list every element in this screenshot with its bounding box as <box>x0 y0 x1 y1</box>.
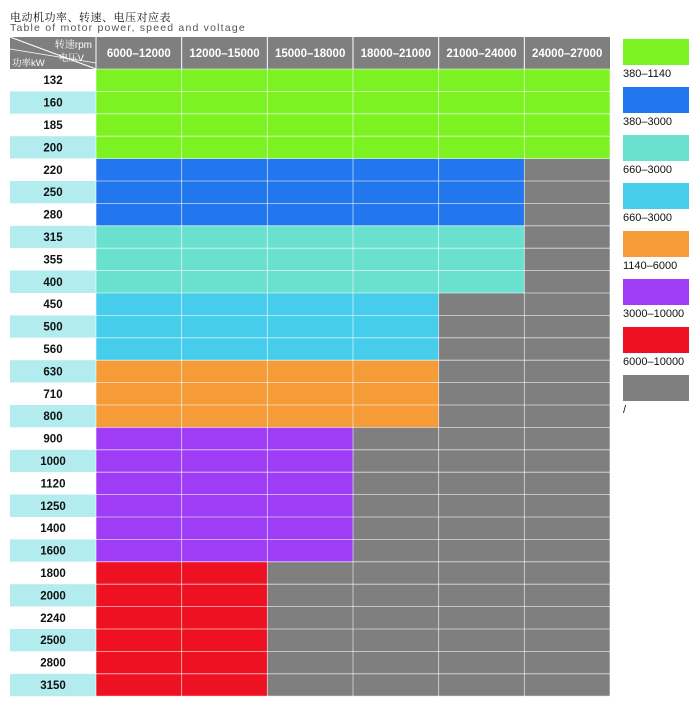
row-label-280: 280 <box>43 209 63 222</box>
cell-400-6 <box>524 271 610 293</box>
cell-1600-3 <box>267 539 353 561</box>
cell-355-3 <box>267 248 353 270</box>
cell-132-6 <box>524 69 610 91</box>
cell-900-6 <box>524 427 610 449</box>
cell-3150-3 <box>267 674 353 696</box>
cell-400-1 <box>96 271 182 293</box>
legend-swatch-1 <box>623 39 689 65</box>
cell-1400-3 <box>267 517 353 539</box>
cell-1120-1 <box>96 472 182 494</box>
cell-450-1 <box>96 293 182 315</box>
cell-220-3 <box>267 159 353 181</box>
cell-900-2 <box>182 427 268 449</box>
cell-160-3 <box>267 91 353 113</box>
cell-2240-1 <box>96 607 182 629</box>
legend-swatch-6 <box>623 279 689 305</box>
cell-355-1 <box>96 248 182 270</box>
cell-500-3 <box>267 315 353 337</box>
cell-2500-5 <box>439 629 525 651</box>
cell-1250-6 <box>524 495 610 517</box>
cell-450-6 <box>524 293 610 315</box>
column-header-2: 12000–15000 <box>189 48 260 60</box>
cell-1600-4 <box>353 539 439 561</box>
cell-630-6 <box>524 360 610 382</box>
cell-132-2 <box>182 69 268 91</box>
cell-900-1 <box>96 427 182 449</box>
column-header-3: 15000–18000 <box>274 48 346 60</box>
cell-560-4 <box>353 338 439 360</box>
cell-250-3 <box>267 181 353 203</box>
cell-280-6 <box>524 203 610 225</box>
cell-800-6 <box>524 405 610 427</box>
cell-2240-2 <box>182 607 268 629</box>
cell-220-4 <box>353 159 439 181</box>
cell-450-2 <box>182 293 268 315</box>
cell-355-2 <box>182 248 268 270</box>
cell-1250-2 <box>182 495 268 517</box>
cell-280-4 <box>353 203 439 225</box>
cell-315-5 <box>439 226 525 248</box>
cell-1800-3 <box>267 562 353 584</box>
cell-1400-6 <box>524 517 610 539</box>
cell-500-6 <box>524 315 610 337</box>
cell-3150-2 <box>182 674 268 696</box>
cell-2240-3 <box>267 607 353 629</box>
cell-1000-3 <box>267 450 353 472</box>
cell-1600-5 <box>439 539 525 561</box>
cell-3150-5 <box>439 674 525 696</box>
cell-2000-5 <box>439 584 525 606</box>
row-label-355: 355 <box>43 254 63 267</box>
cell-1120-2 <box>182 472 268 494</box>
legend-label-7: 6000–10000 <box>623 356 685 368</box>
cell-2800-2 <box>182 651 268 673</box>
cell-2500-2 <box>182 629 268 651</box>
cell-1800-2 <box>182 562 268 584</box>
cell-185-6 <box>524 114 610 136</box>
cell-315-1 <box>96 226 182 248</box>
row-label-400: 400 <box>43 276 63 289</box>
cell-250-2 <box>182 181 268 203</box>
column-header-4: 18000–21000 <box>360 48 432 60</box>
row-label-1120: 1120 <box>40 478 66 491</box>
cell-185-3 <box>267 114 353 136</box>
cell-250-6 <box>524 181 610 203</box>
row-label-710: 710 <box>43 388 63 401</box>
cell-2000-2 <box>182 584 268 606</box>
cell-200-4 <box>353 136 439 158</box>
header-speed-label: 转速rpm <box>54 40 92 51</box>
cell-2240-6 <box>524 607 610 629</box>
cell-1250-5 <box>439 495 525 517</box>
cell-560-5 <box>439 338 525 360</box>
cell-1250-4 <box>353 495 439 517</box>
cell-710-3 <box>267 383 353 405</box>
row-label-185: 185 <box>43 120 63 132</box>
row-label-200: 200 <box>43 142 63 155</box>
legend-label-6: 3000–10000 <box>623 308 685 320</box>
legend-swatch-7 <box>623 327 689 353</box>
cell-200-3 <box>267 136 353 158</box>
row-label-2000: 2000 <box>40 590 66 603</box>
cell-710-1 <box>96 383 182 405</box>
row-label-1600: 1600 <box>40 545 66 558</box>
cell-560-1 <box>96 338 182 360</box>
cell-900-5 <box>439 427 525 449</box>
cell-630-3 <box>267 360 353 382</box>
cell-1120-4 <box>353 472 439 494</box>
cell-3150-4 <box>353 674 439 696</box>
cell-1120-6 <box>524 472 610 494</box>
cell-800-3 <box>267 405 353 427</box>
cell-2800-5 <box>439 651 525 673</box>
cell-200-5 <box>439 136 525 158</box>
cell-2800-3 <box>267 651 353 673</box>
cell-250-1 <box>96 181 182 203</box>
cell-1000-1 <box>96 450 182 472</box>
cell-1000-2 <box>182 450 268 472</box>
column-header-5: 21000–24000 <box>446 48 517 60</box>
cell-800-5 <box>439 405 525 427</box>
column-header-6: 24000–27000 <box>531 48 603 60</box>
row-label-630: 630 <box>43 366 63 379</box>
cell-500-5 <box>439 315 525 337</box>
cell-2240-4 <box>353 607 439 629</box>
cell-220-1 <box>96 159 182 181</box>
cell-710-6 <box>524 383 610 405</box>
cell-315-3 <box>267 226 353 248</box>
cell-200-6 <box>524 136 610 158</box>
cell-185-5 <box>439 114 525 136</box>
row-label-132: 132 <box>43 75 63 88</box>
cell-900-4 <box>353 427 439 449</box>
cell-160-4 <box>353 91 439 113</box>
cell-560-6 <box>524 338 610 360</box>
cell-315-4 <box>353 226 439 248</box>
cell-280-2 <box>182 203 268 225</box>
row-label-560: 560 <box>43 344 63 356</box>
cell-1600-2 <box>182 539 268 561</box>
row-label-1400: 1400 <box>40 523 66 536</box>
cell-280-1 <box>96 203 182 225</box>
cell-400-5 <box>439 271 525 293</box>
cell-185-1 <box>96 114 182 136</box>
cell-900-3 <box>267 427 353 449</box>
cell-2240-5 <box>439 607 525 629</box>
legend-label-8: / <box>623 404 627 416</box>
title-english: Table of motor power, speed and voltage <box>10 22 246 34</box>
cell-400-2 <box>182 271 268 293</box>
cell-450-5 <box>439 293 525 315</box>
cell-400-4 <box>353 271 439 293</box>
cell-1600-6 <box>524 539 610 561</box>
cell-2800-6 <box>524 651 610 673</box>
cell-710-4 <box>353 383 439 405</box>
cell-560-2 <box>182 338 268 360</box>
cell-500-4 <box>353 315 439 337</box>
row-label-800: 800 <box>43 411 63 424</box>
row-label-315: 315 <box>43 232 63 244</box>
cell-1400-5 <box>439 517 525 539</box>
header-power-label: 功率kW <box>12 58 45 69</box>
cell-710-5 <box>439 383 525 405</box>
title-chinese: 电动机功率、转速、电压对应表 <box>10 12 171 24</box>
row-label-2800: 2800 <box>40 657 66 670</box>
row-label-2240: 2240 <box>40 612 66 625</box>
cell-2800-1 <box>96 651 182 673</box>
cell-630-1 <box>96 360 182 382</box>
cell-450-3 <box>267 293 353 315</box>
cell-3150-1 <box>96 674 182 696</box>
cell-800-1 <box>96 405 182 427</box>
cell-1250-3 <box>267 495 353 517</box>
row-label-900: 900 <box>43 433 63 446</box>
legend-label-3: 660–3000 <box>623 164 672 176</box>
cell-1120-3 <box>267 472 353 494</box>
legend-label-2: 380–3000 <box>623 116 672 128</box>
cell-1120-5 <box>439 472 525 494</box>
cell-315-6 <box>524 226 610 248</box>
cell-250-4 <box>353 181 439 203</box>
cell-710-2 <box>182 383 268 405</box>
cell-280-3 <box>267 203 353 225</box>
row-label-3150: 3150 <box>40 680 66 692</box>
cell-1250-1 <box>96 495 182 517</box>
row-label-450: 450 <box>43 299 63 312</box>
cell-500-1 <box>96 315 182 337</box>
cell-220-6 <box>524 159 610 181</box>
cell-355-6 <box>524 248 610 270</box>
row-label-160: 160 <box>43 97 63 110</box>
cell-2500-6 <box>524 629 610 651</box>
legend-swatch-8 <box>623 375 689 401</box>
cell-560-3 <box>267 338 353 360</box>
row-label-2500: 2500 <box>40 635 66 648</box>
cell-280-5 <box>439 203 525 225</box>
legend-swatch-5 <box>623 231 689 257</box>
cell-450-4 <box>353 293 439 315</box>
cell-1600-1 <box>96 539 182 561</box>
cell-3150-6 <box>524 674 610 696</box>
cell-2000-6 <box>524 584 610 606</box>
cell-132-1 <box>96 69 182 91</box>
header-voltage-label: 电压V <box>58 53 84 64</box>
row-label-1000: 1000 <box>40 456 66 468</box>
legend-label-4: 660–3000 <box>623 212 672 224</box>
cell-400-3 <box>267 271 353 293</box>
cell-1000-6 <box>524 450 610 472</box>
cell-630-2 <box>182 360 268 382</box>
legend-swatch-3 <box>623 135 689 161</box>
cell-800-4 <box>353 405 439 427</box>
row-label-500: 500 <box>43 321 63 334</box>
cell-185-2 <box>182 114 268 136</box>
cell-1800-6 <box>524 562 610 584</box>
cell-2500-4 <box>353 629 439 651</box>
cell-132-5 <box>439 69 525 91</box>
cell-250-5 <box>439 181 525 203</box>
cell-2000-3 <box>267 584 353 606</box>
cell-220-2 <box>182 159 268 181</box>
cell-1000-5 <box>439 450 525 472</box>
legend-label-5: 1140–6000 <box>623 260 678 272</box>
cell-1400-1 <box>96 517 182 539</box>
legend-label-1: 380–1140 <box>623 68 672 80</box>
cell-132-3 <box>267 69 353 91</box>
cell-1400-4 <box>353 517 439 539</box>
cell-500-2 <box>182 315 268 337</box>
cell-160-5 <box>439 91 525 113</box>
legend-swatch-4 <box>623 183 689 209</box>
cell-2500-1 <box>96 629 182 651</box>
cell-1800-1 <box>96 562 182 584</box>
cell-220-5 <box>439 159 525 181</box>
cell-355-5 <box>439 248 525 270</box>
cell-2000-1 <box>96 584 182 606</box>
row-label-1800: 1800 <box>40 568 66 580</box>
row-label-1250: 1250 <box>40 500 66 513</box>
cell-630-4 <box>353 360 439 382</box>
cell-200-1 <box>96 136 182 158</box>
column-header-1: 6000–12000 <box>106 48 171 60</box>
cell-1400-2 <box>182 517 268 539</box>
cell-2000-4 <box>353 584 439 606</box>
cell-160-1 <box>96 91 182 113</box>
cell-200-2 <box>182 136 268 158</box>
row-label-250: 250 <box>43 187 63 200</box>
cell-800-2 <box>182 405 268 427</box>
cell-2500-3 <box>267 629 353 651</box>
cell-2800-4 <box>353 651 439 673</box>
cell-1000-4 <box>353 450 439 472</box>
row-label-220: 220 <box>43 164 63 177</box>
cell-185-4 <box>353 114 439 136</box>
cell-1800-5 <box>439 562 525 584</box>
cell-160-6 <box>524 91 610 113</box>
cell-630-5 <box>439 360 525 382</box>
cell-132-4 <box>353 69 439 91</box>
legend-swatch-2 <box>623 87 689 113</box>
cell-315-2 <box>182 226 268 248</box>
cell-1800-4 <box>353 562 439 584</box>
cell-355-4 <box>353 248 439 270</box>
cell-160-2 <box>182 91 268 113</box>
